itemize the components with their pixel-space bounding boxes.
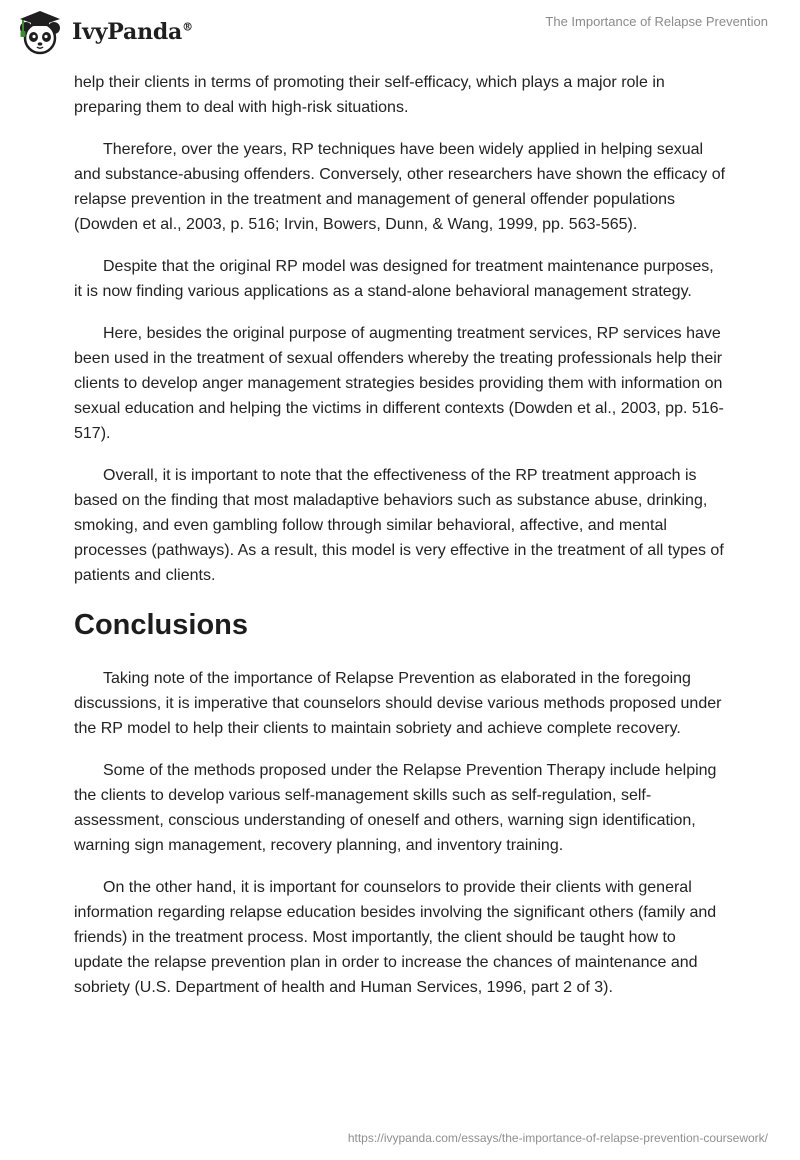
paragraph: On the other hand, it is important for counselors to provide their clients with general information regarding relapse education besides involving the significant others (family and friends) in the treatment process. Most importantly, the client should be taught how to update the relapse prevention plan in order to increase the chances of maintenance and sobriety (U.S. Department of health and Human Services, 1996, part 2 of 3). [74, 879, 717, 996]
document-title: The Importance of Relapse Prevention [545, 14, 768, 29]
logo-wordmark: IvyPanda® [72, 19, 193, 45]
paragraph: Taking note of the importance of Relapse Prevention as elaborated in the foregoing discussions, it is imperative that counselors should devise various methods proposed under the RP model to help their clients to maintain sobriety and achieve complete recovery. [74, 670, 722, 737]
panda-graduate-icon [14, 8, 66, 56]
paragraph: Here, besides the original purpose of augmenting treatment services, RP services have been used in the treatment of sexual offenders whereby the treating professionals help their clients to develop anger management strategies besides providing them with information on sexual education and helping the victims in different contexts (Dowden et al., 2003, pp. 516-517). [74, 325, 724, 442]
section-heading-conclusions: Conclusions [74, 609, 249, 641]
source-url-link[interactable]: https://ivypanda.com/essays/the-importance-of-relapse-prevention-coursework/ [347, 1131, 768, 1145]
article-body [74, 70, 726, 1017]
page-header [0, 0, 800, 70]
paragraph: Overall, it is important to note that the effectiveness of the RP treatment approach is based on the finding that most maladaptive behaviors such as substance abuse, drinking, smoking, and even gambling follow through similar behavioral, affective, and mental processes (pathways). As a result, this model is very effective in the treatment of all types of patients and clients. [74, 467, 724, 584]
paragraph: Despite that the original RP model was designed for treatment maintenance purposes, it is now finding various applications as a stand-alone behavioral management strategy. [74, 258, 714, 300]
paragraph: Therefore, over the years, RP techniques have been widely applied in helping sexual and substance-abusing offenders. Conversely, other researchers have shown the efficacy of relapse prevention in the treatment and management of general offender populations (Dowden et al., 2003, p. 516; Irvin, Bowers, Dunn, & Wang, 1999, pp. 563-565). [74, 141, 726, 233]
paragraph: Some of the methods proposed under the Relapse Prevention Therapy include helping the clients to develop various self-management skills such as self-regulation, self-assessment, conscious understanding of oneself and others, warning sign identification, warning sign management, recovery planning, and inventory training. [74, 762, 717, 854]
ivypanda-logo[interactable] [14, 8, 193, 56]
paragraph: help their clients in terms of promoting their self-efficacy, which plays a major role in preparing them to deal with high-risk situations. [74, 74, 665, 116]
